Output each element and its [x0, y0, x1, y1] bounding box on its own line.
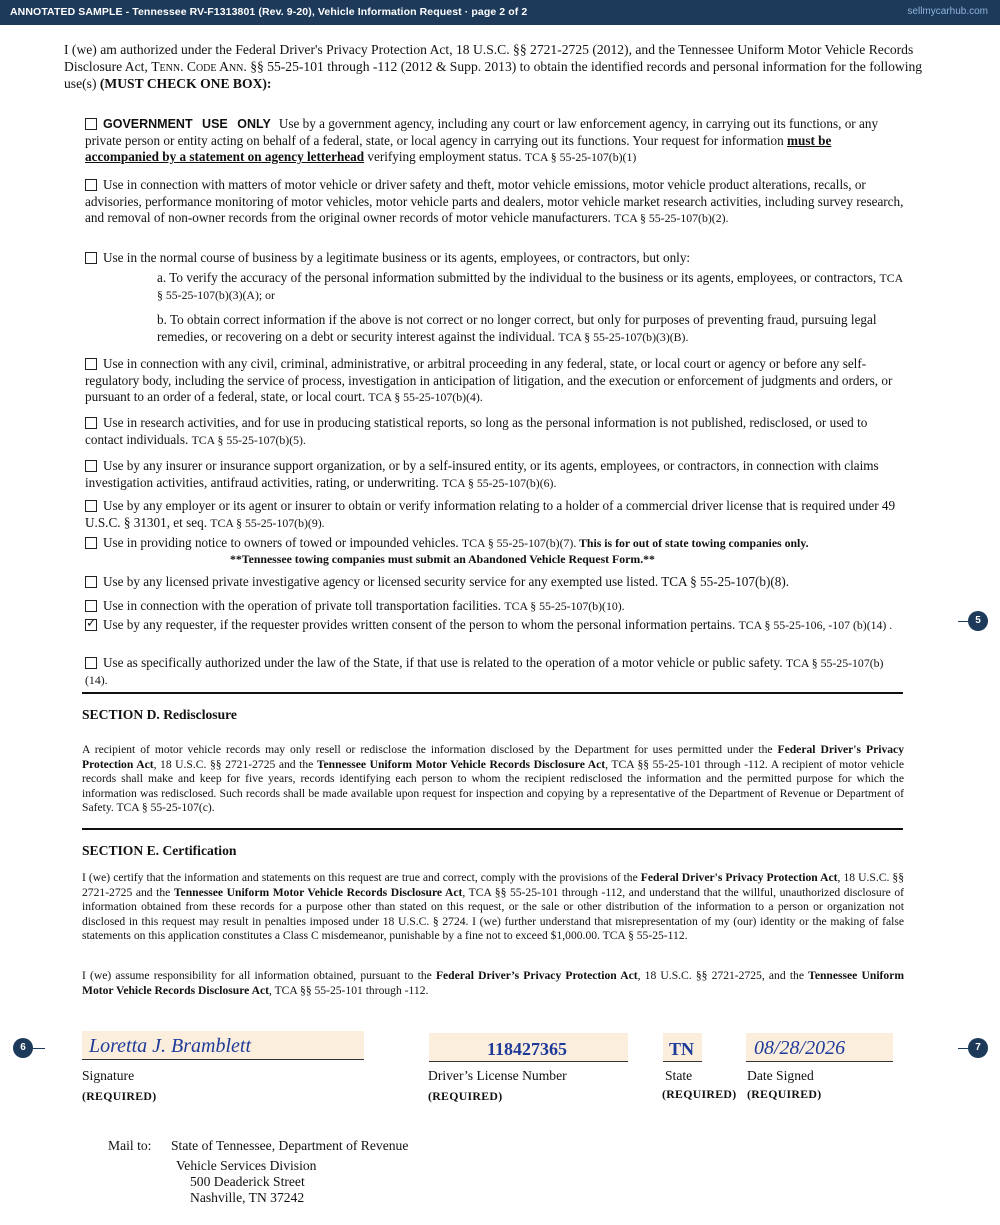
option-text: Use as specifically authorized under the law of the State, if that use is related to the operation of a motor vehicle or public safety.: [103, 655, 786, 670]
checkbox-towing[interactable]: [85, 537, 97, 549]
option-text: Use in connection with any civil, criminal, administrative, or arbitral proceeding in any federal, state, or local court or agency or before any self-regulatory body, including the service of process, investigation in anticipation of litigation, and the execution or enforcement of judgments and orders, or pursuant to an order of a federal, state, or local court.: [85, 356, 893, 405]
option-employer-cdl: [85, 498, 905, 531]
checkbox-insurer[interactable]: [85, 460, 97, 472]
signature-value: Loretta J. Bramblett: [89, 1035, 252, 1057]
section-e-heading: SECTION E. Certification: [82, 843, 237, 858]
section-e-text: , TCA §§ 55-25-101 through -112.: [268, 983, 429, 997]
option-vehicle-safety: [85, 177, 905, 227]
intro-text-2: §§ 55-25-101 through -112 (2012 & Supp. 2013) to obtain the identified records and personal information for the following use(s): [64, 59, 923, 91]
marker-6-line: [33, 1048, 45, 1049]
section-d-bold: Tennessee Uniform Motor Vehicle Records Disclosure Act: [316, 757, 606, 771]
section-d-bold: Federal Driver's Privacy Protection Act: [82, 743, 904, 771]
option-state-law: [85, 655, 905, 688]
section-e-bold: Tennessee Uniform Motor Vehicle Records Disclosure Act: [82, 969, 904, 997]
business-sub-a: [157, 270, 905, 303]
checkbox-investigative[interactable]: [85, 576, 97, 588]
option-business: [85, 250, 905, 267]
option-cite: TCA § 55-25-107(b)(9).: [210, 515, 325, 530]
section-d-heading: SECTION D. Redisclosure: [82, 707, 237, 722]
mail-line-1: State of Tennessee, Department of Revenue: [171, 1138, 409, 1153]
option-cite: TCA § 55-25-107(b)(6).: [442, 475, 557, 490]
intro-must: (MUST CHECK ONE BOX):: [99, 76, 272, 91]
signature-required: (REQUIRED): [82, 1089, 157, 1103]
mail-line-4: Nashville, TN 37242: [190, 1190, 305, 1205]
option-cite: TCA § 55-25-106, -107 (b)(14) .: [738, 618, 893, 632]
section-e-bold: Federal Driver's Privacy Protection Act: [640, 871, 838, 884]
license-number-value: 118427365: [487, 1039, 568, 1059]
checkbox-legal-proceeding[interactable]: [85, 358, 97, 370]
date-signed-label: Date Signed: [747, 1068, 814, 1083]
sub-b-cite: TCA § 55-25-107(b)(3)(B).: [558, 329, 689, 344]
license-number-label: Driver’s License Number: [428, 1068, 567, 1083]
checkbox-state-law[interactable]: [85, 657, 97, 669]
section-e-text: I (we) certify that the information and statements on this request are true and correct, comply with the provisions of the: [82, 871, 641, 884]
mail-to-label: Mail to:: [108, 1138, 152, 1153]
option-research: [85, 415, 905, 448]
option-cite: TCA § 55-25-107(b)(2).: [614, 211, 729, 226]
mail-line-3: 500 Deaderick Street: [190, 1174, 305, 1189]
header-title: ANNOTATED SAMPLE - Tennessee RV-F1313801 (Rev. 9-20), Vehicle Information Request · page 2 of 2: [10, 6, 528, 18]
checkbox-business[interactable]: [85, 252, 97, 264]
option-cite: TCA § 55-25-107(b)(1): [524, 150, 637, 165]
date-required: (REQUIRED): [747, 1087, 822, 1101]
option-cite: TCA § 55-25-107(b)(10).: [504, 599, 625, 613]
option-text: Use by any licensed private investigative agency or licensed security service for any exempted use listed. TCA § 55-25-107(b)(8).: [103, 574, 790, 589]
option-cite: TCA § 55-25-107(b)(7).: [461, 536, 577, 550]
header-site: sellmycarhub.com: [907, 6, 988, 17]
checkbox-research[interactable]: [85, 417, 97, 429]
government-label: GOVERNMENT USE ONLY: [103, 117, 271, 131]
state-required: (REQUIRED): [662, 1087, 737, 1101]
section-e-text: , 18 U.S.C. §§ 2721-2725, and the: [637, 969, 809, 982]
option-text: Use by any employer or its agent or insurer to obtain or verify information relating to a holder of a commercial driver license that is required under 49 U.S.C. § 31301, et seq.: [85, 498, 896, 530]
option-text: Use in providing notice to owners of towed or impounded vehicles.: [103, 535, 462, 550]
option-legal-proceeding: [85, 356, 905, 406]
license-number-field[interactable]: [429, 1033, 628, 1062]
section-e-text: , 18 U.S.C. §§ 2721-2725 and the: [82, 871, 905, 899]
section-e-paragraph: [82, 871, 904, 944]
mail-line-2: Vehicle Services Division: [176, 1158, 317, 1173]
option-text: verifying employment status.: [364, 149, 525, 165]
checkbox-toll[interactable]: [85, 600, 97, 612]
section-d-text: A recipient of motor vehicle records may only resell or redisclose the information disclosed by the Department for uses permitted under the: [82, 743, 778, 756]
option-note: This is for out of state towing companies only.: [576, 536, 809, 550]
signature-field[interactable]: [82, 1031, 364, 1060]
state-value: TN: [669, 1039, 695, 1059]
intro-paragraph: [64, 41, 940, 92]
date-signed-value: 08/28/2026: [754, 1037, 846, 1059]
header-bar: [0, 0, 1000, 25]
option-cite: TCA § 55-25-107(b)(5).: [191, 432, 306, 447]
state-field[interactable]: [663, 1033, 702, 1062]
checkbox-employer-cdl[interactable]: [85, 500, 97, 512]
option-emphasis: must be accompanied by a statement on agency letterhead: [85, 132, 832, 165]
intro-code: Tenn. Code Ann.: [151, 59, 247, 74]
section-e-text: I (we) assume responsibility for all information obtained, pursuant to the: [82, 969, 436, 982]
section-divider: [82, 692, 903, 694]
towing-note: **Tennessee towing companies must submit an Abandoned Vehicle Request Form.**: [230, 552, 655, 566]
option-text: Use by any insurer or insurance support organization, or by a self-insured entity, or its agents, employees, or contractors, in connection with claims investigation activities, antifraud activities, rating, or underwriting.: [85, 458, 879, 490]
section-e-text: , TCA §§ 55-25-101 through -112, and understand that the willful, unauthorized disclosure of information obtained from these records for a purpose other than stated on this request, or the sale or other distribution of the information to a person or organization not disclosed in this request may result in penalties imposed under 18 U.S.C. § 2724. I (we) further understand that misrepresentation of my (our) identity or the making of false statements on this application constitutes a Class C misdemeanor, punishable by a fine not to exceed $1,000.00. TCA § 55-25-112.: [82, 885, 904, 943]
option-text: Use by a government agency, including any court or law enforcement agency, in carrying out its functions, or any private person or entity acting on behalf of a federal, state, or local agency in carrying out its functions. Your request for information: [85, 116, 879, 148]
sub-b-text: b. To obtain correct information if the above is not correct or no longer correct, but only for purposes of preventing fraud, pursuing legal remedies, or recovering on a debt or security interest against the individual.: [157, 312, 877, 344]
option-government: [85, 116, 905, 166]
option-text: Use in the normal course of business by a legitimate business or its agents, employees, or contractors, but only:: [103, 250, 691, 265]
checkbox-vehicle-safety[interactable]: [85, 179, 97, 191]
signature-label: Signature: [82, 1068, 135, 1083]
intro-text: I (we) am authorized under the Federal Driver's Privacy Protection Act, 18 U.S.C. §§ 2721-2725 (2012), and the Tennessee Uniform Motor Vehicle Records Disclosure Act,: [64, 42, 914, 74]
section-e-bold: Tennessee Uniform Motor Vehicle Records Disclosure Act: [173, 885, 463, 899]
section-d-text: , TCA §§ 55-25-101 through -112. A recipient of motor vehicle records shall make and keep for five years, records identifying each person to whom the recipient redisclosed the information and the permitted purpose for which the information was redisclosed. Such records shall be made available upon request for inspection and copying by a representative of the Department of Revenue or Department of Safety. TCA § 55-25-107(c).: [82, 757, 904, 815]
section-e-bold: Federal Driver’s Privacy Protection Act: [435, 969, 638, 982]
section-divider: [82, 828, 903, 830]
section-d-paragraph: [82, 743, 904, 816]
option-written-consent: [85, 617, 905, 634]
state-label: State: [665, 1068, 693, 1083]
checkbox-written-consent[interactable]: [85, 619, 97, 631]
option-cite: TCA § 55-25-107(b)(14).: [85, 656, 884, 687]
option-text: Use in connection with matters of motor vehicle or driver safety and theft, motor vehicle emissions, motor vehicle product alterations, recalls, or advisories, performance monitoring of motor vehicles, motor vehicle parts and dealers, motor vehicle market research activities, including survey research, and removal of non-owner records from the original owner records of motor vehicle manufacturers.: [85, 177, 904, 226]
option-insurer: [85, 458, 905, 491]
license-required: (REQUIRED): [428, 1089, 503, 1103]
business-sub-b: [157, 312, 905, 345]
marker-5: 5: [968, 611, 988, 631]
option-text: Use in research activities, and for use in producing statistical reports, so long as the personal information is not published, redisclosed, or used to contact individuals.: [85, 415, 868, 447]
marker-7: 7: [968, 1038, 988, 1058]
option-text: Use by any requester, if the requester provides written consent of the person to whom the personal information pertains.: [103, 617, 739, 632]
marker-6: 6: [13, 1038, 33, 1058]
option-cite: TCA § 55-25-107(b)(4).: [368, 390, 483, 405]
option-investigative: [85, 574, 905, 591]
sub-a-cite: TCA § 55-25-107(b)(3)(A); or: [157, 271, 903, 302]
section-e-responsibility: [82, 969, 904, 998]
date-signed-field[interactable]: [746, 1033, 893, 1062]
option-text: Use in connection with the operation of private toll transportation facilities.: [103, 598, 505, 613]
section-d-text: , 18 U.S.C. §§ 2721-2725 and the: [153, 757, 317, 771]
checkbox-government[interactable]: [85, 118, 97, 130]
option-towing: [85, 535, 905, 552]
sub-a-text: a. To verify the accuracy of the personal information submitted by the individual to the business or its agents, employees, or contractors,: [157, 270, 880, 285]
option-toll: [85, 598, 905, 615]
